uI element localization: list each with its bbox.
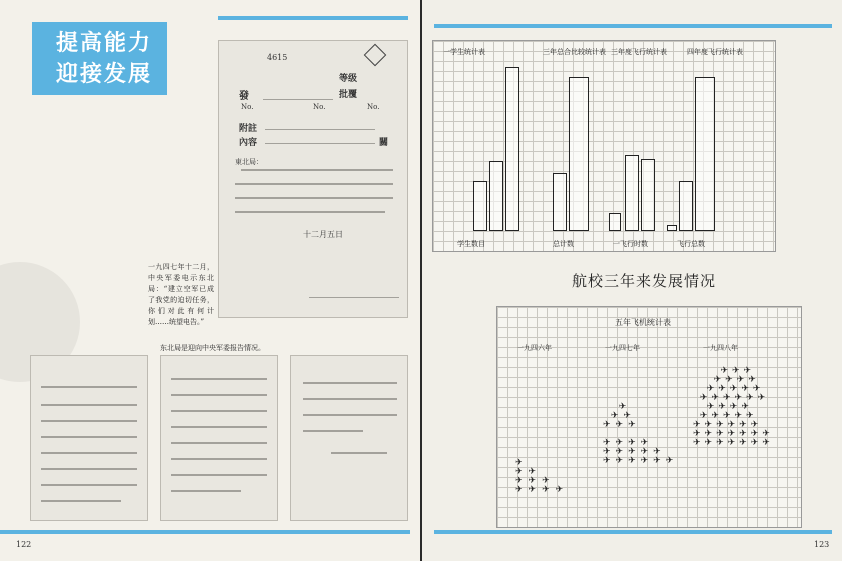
year-label-1946: 一九四六年 — [517, 344, 552, 352]
bar-students-1 — [473, 181, 487, 231]
bar-hours-2 — [625, 155, 639, 231]
left-page — [0, 0, 420, 561]
telegram-body-intro: 東北局： — [235, 158, 263, 166]
bottom-label-4: 飞行总数 — [677, 240, 705, 248]
planes-1946: ✈ ✈✈ ✈✈✈ ✈✈✈✈ — [515, 458, 570, 495]
title-line-2: 迎接发展 — [56, 62, 153, 87]
page-number-left: 122 — [16, 540, 32, 549]
report-photo-2 — [160, 355, 278, 521]
stamp-icon — [364, 44, 387, 67]
field-content: 內容 — [239, 138, 258, 148]
field-no-3: No. — [367, 103, 380, 111]
bar-flights-2 — [679, 181, 693, 231]
field-no-1: No. — [241, 103, 254, 111]
field-approve: 批覆 — [339, 90, 358, 100]
telegram-photo — [218, 40, 408, 318]
right-page — [422, 0, 842, 561]
title-line-1: 提高能力 — [56, 31, 153, 56]
caption-telegram: 一九四七年十二月，中央军委电示东北局：“建立空军已成了我党的迫切任务，你们对此有何计划……统望电告。” — [148, 263, 214, 326]
field-seal: 關 — [379, 138, 389, 148]
field-issue: 發 — [239, 91, 249, 102]
report-photo-3 — [290, 355, 408, 521]
bar-students-3 — [505, 67, 519, 231]
year-label-1947: 一九四七年 — [605, 344, 640, 352]
bar-total-2 — [569, 77, 589, 231]
planes-1947: ✈ ✈✈ ✈✈✈ ✈✈✈✈ ✈✈✈✈✈ ✈✈✈✈✈✈ — [603, 402, 679, 466]
page-number-right: 123 — [814, 540, 830, 549]
caption-reports: 东北局是迎向中央军委报告情况。 — [160, 344, 265, 352]
section-title: 航校三年来发展情况 — [572, 272, 717, 290]
bar-flights-3 — [695, 77, 715, 231]
field-grade: 等级 — [339, 74, 358, 84]
title-box — [32, 22, 167, 95]
field-no-2: No. — [313, 103, 326, 111]
year-label-1948: 一九四八年 — [703, 344, 738, 352]
top-rule-right — [434, 24, 832, 28]
bar-hours-1 — [609, 213, 621, 231]
group-label-3: 三年度飞行统计表 — [611, 48, 667, 56]
group-label-4: 四年度飞行统计表 — [687, 48, 743, 56]
bottom-label-2: 总计数 — [553, 240, 574, 248]
bottom-label-3: 一飞行时数 — [613, 240, 648, 248]
bar-total-1 — [553, 173, 567, 231]
telegram-ref: 4615 — [267, 53, 288, 62]
bar-chart-photo — [432, 40, 776, 252]
field-remark: 附註 — [239, 124, 258, 134]
bottom-rule — [0, 530, 410, 534]
report-photo-1 — [30, 355, 148, 521]
telegram-date: 十二月五日 — [303, 230, 343, 239]
plane-chart-photo — [496, 306, 802, 528]
group-label-2: 三年总合比较统计表 — [543, 48, 606, 56]
planes-1948: ✈✈✈ ✈✈✈✈ ✈✈✈✈✈ ✈✈✈✈✈✈ ✈✈✈✈ ✈✈✈✈✈ ✈✈✈✈✈✈ ✈✈✈✈✈✈✈ ✈✈✈✈✈✈✈ — [693, 366, 774, 448]
top-rule — [218, 16, 408, 20]
bar-students-2 — [489, 161, 503, 231]
bottom-label-1: 学生数目 — [457, 240, 485, 248]
bottom-rule-right — [434, 530, 832, 534]
group-label-1: 一学生统计表 — [443, 48, 485, 56]
plane-chart-title: 五年飞机统计表 — [615, 318, 671, 327]
bar-hours-3 — [641, 159, 655, 231]
bar-flights-1 — [667, 225, 677, 231]
